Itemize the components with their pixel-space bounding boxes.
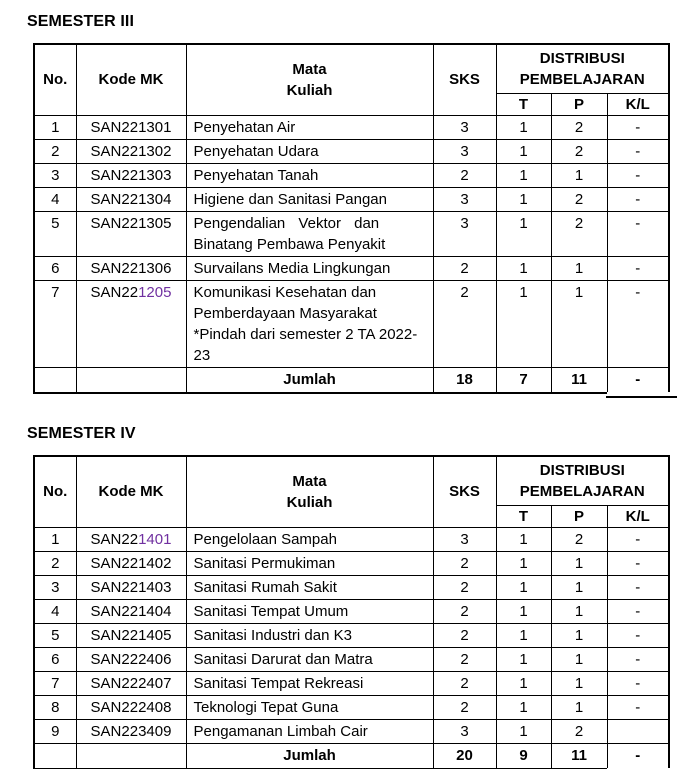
course-code-cell — [76, 139, 186, 163]
t-cell: 1 — [496, 575, 551, 599]
total-kl: - — [607, 743, 669, 769]
kl-cell — [607, 719, 669, 743]
table-row — [34, 647, 669, 671]
col-header-distribusi — [496, 44, 669, 93]
table-row — [34, 280, 669, 367]
sks-cell: 2 — [433, 575, 496, 599]
col-header-distribusi — [496, 456, 669, 505]
course-code-cell — [76, 695, 186, 719]
kl-cell: - — [607, 256, 669, 280]
course-name-cell — [186, 623, 433, 647]
course-table — [33, 43, 670, 394]
course-code-text: SAN222406 — [90, 650, 172, 668]
sks-cell: 3 — [433, 115, 496, 139]
table-row — [34, 527, 669, 551]
t-cell: 1 — [496, 280, 551, 367]
course-code-cell — [76, 647, 186, 671]
total-row — [34, 743, 669, 769]
p-cell: 1 — [551, 599, 607, 623]
course-name-line: Survailans Media Lingkungan — [193, 259, 391, 277]
p-cell: 1 — [551, 256, 607, 280]
course-name-cell — [186, 599, 433, 623]
kl-cell: - — [607, 115, 669, 139]
t-cell: 1 — [496, 647, 551, 671]
col-header-p: P — [551, 93, 607, 115]
course-name-line: Pengamanan Limbah Cair — [193, 722, 368, 740]
course-code-text: SAN223409 — [90, 722, 172, 740]
row-number-cell: 3 — [34, 163, 76, 187]
t-cell: 1 — [496, 527, 551, 551]
course-code-cell — [76, 623, 186, 647]
course-code-text: SAN221402 — [90, 554, 172, 572]
header-row-main — [34, 44, 669, 93]
table-row — [34, 163, 669, 187]
row-number-cell: 9 — [34, 719, 76, 743]
table-row — [34, 551, 669, 575]
col-header-p: P — [551, 505, 607, 527]
course-name-cell — [186, 671, 433, 695]
t-cell: 1 — [496, 719, 551, 743]
col-header-kode-mk: Kode MK — [76, 456, 186, 527]
col-header-t: T — [496, 505, 551, 527]
t-cell: 1 — [496, 695, 551, 719]
kl-cell: - — [607, 211, 669, 256]
course-code-text: SAN221305 — [90, 214, 172, 232]
course-name-cell — [186, 115, 433, 139]
col-header-sks: SKS — [433, 456, 496, 527]
sks-cell: 2 — [433, 695, 496, 719]
course-code-text: SAN22 — [90, 530, 139, 548]
total-label: Jumlah — [186, 743, 433, 769]
sks-cell: 3 — [433, 139, 496, 163]
sks-cell: 2 — [433, 671, 496, 695]
course-code-cell — [76, 256, 186, 280]
course-name-line: Penyehatan Air — [193, 118, 296, 136]
t-cell: 1 — [496, 115, 551, 139]
sks-cell: 2 — [433, 163, 496, 187]
course-name-line: Penyehatan Tanah — [193, 166, 319, 184]
header-line: PEMBELAJARAN — [519, 70, 645, 88]
course-name-cell — [186, 527, 433, 551]
total-sks: 20 — [433, 743, 496, 769]
course-code-text: SAN221403 — [90, 578, 172, 596]
course-code-text: SAN221303 — [90, 166, 172, 184]
total-empty-kode-cell — [76, 743, 186, 769]
course-code-text: SAN221404 — [90, 602, 172, 620]
p-cell: 1 — [551, 575, 607, 599]
col-header-mata-kuliah — [186, 44, 433, 115]
p-cell: 1 — [551, 623, 607, 647]
col-header-mata-kuliah — [186, 456, 433, 527]
course-name-line: Sanitasi Rumah Sakit — [193, 578, 337, 596]
kl-cell: - — [607, 139, 669, 163]
p-cell: 1 — [551, 671, 607, 695]
sks-cell: 3 — [433, 211, 496, 256]
course-code-highlight: 1205 — [138, 283, 172, 301]
p-cell: 2 — [551, 719, 607, 743]
sks-cell: 2 — [433, 647, 496, 671]
col-header-kl: K/L — [607, 93, 669, 115]
course-code-cell — [76, 599, 186, 623]
header-line: PEMBELAJARAN — [519, 482, 645, 500]
row-number-cell: 7 — [34, 280, 76, 367]
table-footer — [34, 367, 669, 393]
table-row — [34, 139, 669, 163]
course-table — [33, 455, 670, 769]
course-name-cell — [186, 139, 433, 163]
kl-cell: - — [607, 163, 669, 187]
col-header-kode-mk: Kode MK — [76, 44, 186, 115]
t-cell: 1 — [496, 551, 551, 575]
course-name-cell — [186, 695, 433, 719]
course-name-cell — [186, 187, 433, 211]
course-name-cell — [186, 575, 433, 599]
row-number-cell: 1 — [34, 527, 76, 551]
table-header — [34, 456, 669, 527]
course-code-highlight: 1401 — [138, 530, 172, 548]
t-cell: 1 — [496, 623, 551, 647]
sks-cell: 3 — [433, 187, 496, 211]
course-code-cell — [76, 280, 186, 367]
course-code-text: SAN222407 — [90, 674, 172, 692]
course-name-line: Pemberdayaan Masyarakat — [193, 304, 377, 322]
header-line: Mata — [292, 472, 327, 490]
total-t: 7 — [496, 367, 551, 393]
course-code-cell — [76, 575, 186, 599]
t-cell: 1 — [496, 187, 551, 211]
col-header-sks: SKS — [433, 44, 496, 115]
p-cell: 1 — [551, 551, 607, 575]
course-name-cell — [186, 647, 433, 671]
t-cell: 1 — [496, 211, 551, 256]
t-cell: 1 — [496, 163, 551, 187]
course-name-line: Sanitasi Tempat Rekreasi — [193, 674, 364, 692]
course-name-cell — [186, 719, 433, 743]
row-number-cell: 3 — [34, 575, 76, 599]
course-name-line: Binatang Pembawa Penyakit — [193, 235, 386, 253]
table-row — [34, 187, 669, 211]
total-empty-no-cell — [34, 743, 76, 769]
course-code-cell — [76, 163, 186, 187]
row-number-cell: 6 — [34, 647, 76, 671]
header-line: Mata — [292, 60, 327, 78]
row-number-cell: 2 — [34, 139, 76, 163]
course-code-text: SAN221302 — [90, 142, 172, 160]
sks-cell: 2 — [433, 599, 496, 623]
total-sks: 18 — [433, 367, 496, 393]
course-name-line: *Pindah dari semester 2 TA 2022-23 — [193, 325, 418, 364]
header-line: DISTRIBUSI — [539, 49, 625, 67]
course-code-cell — [76, 551, 186, 575]
header-line: Kuliah — [286, 81, 333, 99]
total-row — [34, 367, 669, 393]
table-row — [34, 211, 669, 256]
course-name-line: Komunikasi Kesehatan dan — [193, 283, 377, 301]
p-cell: 2 — [551, 139, 607, 163]
t-cell: 1 — [496, 139, 551, 163]
semester-iv-section — [0, 425, 688, 769]
col-header-t: T — [496, 93, 551, 115]
p-cell: 1 — [551, 163, 607, 187]
row-number-cell: 4 — [34, 599, 76, 623]
course-name-line: Teknologi Tepat Guna — [193, 698, 339, 716]
kl-cell: - — [607, 280, 669, 367]
sks-cell: 2 — [433, 551, 496, 575]
table-row — [34, 623, 669, 647]
total-t: 9 — [496, 743, 551, 769]
course-code-text: SAN221301 — [90, 118, 172, 136]
kl-cell: - — [607, 187, 669, 211]
t-cell: 1 — [496, 599, 551, 623]
course-name-cell — [186, 280, 433, 367]
row-number-cell: 4 — [34, 187, 76, 211]
course-name-line: Sanitasi Industri dan K3 — [193, 626, 352, 644]
table-row — [34, 671, 669, 695]
col-header-no: No. — [34, 456, 76, 527]
course-name-line: Sanitasi Darurat dan Matra — [193, 650, 373, 668]
kl-cell: - — [607, 647, 669, 671]
sks-cell: 2 — [433, 256, 496, 280]
course-name-cell — [186, 163, 433, 187]
course-code-cell — [76, 671, 186, 695]
p-cell: 2 — [551, 527, 607, 551]
course-code-text: SAN22 — [90, 283, 139, 301]
section-title: SEMESTER IV — [27, 425, 136, 442]
course-code-text: SAN221304 — [90, 190, 172, 208]
course-name-line: Sanitasi Permukiman — [193, 554, 336, 572]
total-label: Jumlah — [186, 367, 433, 393]
p-cell: 2 — [551, 187, 607, 211]
course-code-text: SAN221405 — [90, 626, 172, 644]
table-row — [34, 695, 669, 719]
col-header-no: No. — [34, 44, 76, 115]
course-code-cell — [76, 115, 186, 139]
header-line: Kuliah — [286, 493, 333, 511]
sks-cell: 2 — [433, 623, 496, 647]
course-code-cell — [76, 187, 186, 211]
header-row-main — [34, 456, 669, 505]
course-name-line: Sanitasi Tempat Umum — [193, 602, 349, 620]
p-cell: 1 — [551, 280, 607, 367]
row-number-cell: 1 — [34, 115, 76, 139]
table-row — [34, 115, 669, 139]
total-kl: - — [607, 367, 669, 393]
total-empty-kode-cell — [76, 367, 186, 393]
course-code-text: SAN221306 — [90, 259, 172, 277]
row-number-cell: 7 — [34, 671, 76, 695]
kl-cell: - — [607, 551, 669, 575]
table-header — [34, 44, 669, 115]
kl-cell: - — [607, 527, 669, 551]
total-empty-no-cell — [34, 367, 76, 393]
t-cell: 1 — [496, 671, 551, 695]
sks-cell: 3 — [433, 719, 496, 743]
row-number-cell: 2 — [34, 551, 76, 575]
course-name-line: Pengendalian Vektor dan — [193, 214, 380, 232]
p-cell: 2 — [551, 115, 607, 139]
course-rows — [34, 527, 669, 743]
course-code-cell — [76, 527, 186, 551]
total-p: 11 — [551, 743, 607, 769]
table-row — [34, 719, 669, 743]
course-name-line: Higiene dan Sanitasi Pangan — [193, 190, 387, 208]
t-cell: 1 — [496, 256, 551, 280]
table-row — [34, 575, 669, 599]
p-cell: 1 — [551, 695, 607, 719]
kl-cell: - — [607, 695, 669, 719]
p-cell: 1 — [551, 647, 607, 671]
kl-cell: - — [607, 623, 669, 647]
kl-cell: - — [607, 671, 669, 695]
row-number-cell: 6 — [34, 256, 76, 280]
course-name-cell — [186, 211, 433, 256]
table-row — [34, 599, 669, 623]
course-name-line: Pengelolaan Sampah — [193, 530, 337, 548]
col-header-kl: K/L — [607, 505, 669, 527]
kl-cell: - — [607, 599, 669, 623]
section-title: SEMESTER III — [27, 13, 134, 30]
p-cell: 2 — [551, 211, 607, 256]
table-footer — [34, 743, 669, 769]
course-name-line: Penyehatan Udara — [193, 142, 319, 160]
course-code-cell — [76, 211, 186, 256]
header-line: DISTRIBUSI — [539, 461, 625, 479]
row-number-cell: 8 — [34, 695, 76, 719]
sks-cell: 3 — [433, 527, 496, 551]
course-code-text: SAN222408 — [90, 698, 172, 716]
kl-cell: - — [607, 575, 669, 599]
sks-cell: 2 — [433, 280, 496, 367]
total-p: 11 — [551, 367, 607, 393]
course-name-cell — [186, 551, 433, 575]
course-code-cell — [76, 719, 186, 743]
course-rows — [34, 115, 669, 367]
table-row — [34, 256, 669, 280]
course-name-cell — [186, 256, 433, 280]
row-number-cell: 5 — [34, 211, 76, 256]
row-number-cell: 5 — [34, 623, 76, 647]
